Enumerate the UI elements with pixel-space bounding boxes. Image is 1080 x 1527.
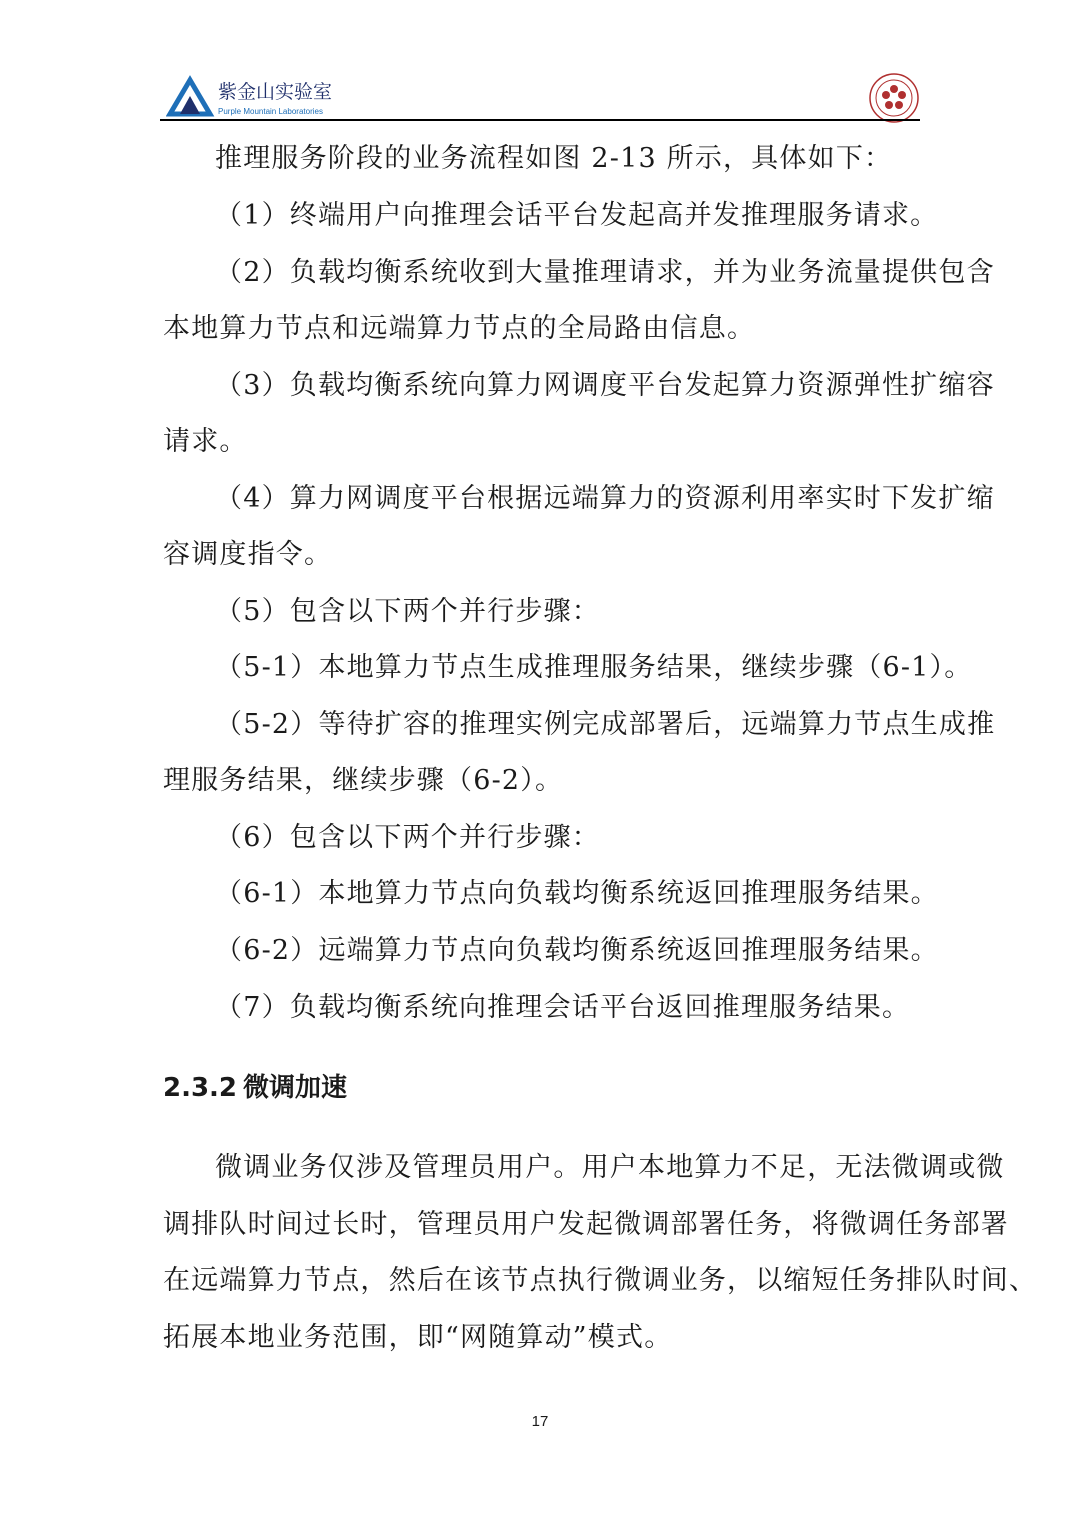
step-7: （7）负载均衡系统向推理会话平台返回推理服务结果。 bbox=[215, 992, 911, 1023]
section-para-line-1: 微调业务仅涉及管理员用户。用户本地算力不足，无法微调或微 bbox=[215, 1152, 1005, 1183]
step-4-line-2: 容调度指令。 bbox=[163, 539, 333, 570]
step-5: （5）包含以下两个并行步骤： bbox=[215, 596, 600, 627]
section-number: 2.3.2 bbox=[163, 1073, 238, 1103]
step-6-1: （6-1）本地算力节点向负载均衡系统返回推理服务结果。 bbox=[215, 878, 939, 909]
step-2-line-2: 本地算力节点和远端算力节点的全局路由信息。 bbox=[163, 313, 756, 344]
step-1: （1）终端用户向推理会话平台发起高并发推理服务请求。 bbox=[215, 200, 939, 231]
seal-emblem-icon bbox=[868, 72, 920, 124]
section-para-line-2: 调排队时间过长时，管理员用户发起微调部署任务，将微调任务部署 bbox=[163, 1209, 1009, 1240]
section-para-line-3: 在远端算力节点，然后在该节点执行微调业务，以缩短任务排队时间、 bbox=[163, 1265, 1038, 1296]
step-5-1: （5-1）本地算力节点生成推理服务结果，继续步骤（6-1）。 bbox=[215, 652, 973, 683]
step-3-line-1: （3）负载均衡系统向算力网调度平台发起算力资源弹性扩缩容 bbox=[215, 370, 995, 401]
step-5-2-line-1: （5-2）等待扩容的推理实例完成部署后，远端算力节点生成推 bbox=[215, 709, 996, 740]
header-divider bbox=[160, 119, 920, 121]
paragraph-intro: 推理服务阶段的业务流程如图 2-13 所示，具体如下： bbox=[215, 143, 893, 174]
step-4-line-1: （4）算力网调度平台根据远端算力的资源利用率实时下发扩缩 bbox=[215, 483, 995, 514]
page-number: 17 bbox=[531, 1413, 549, 1430]
step-6: （6）包含以下两个并行步骤： bbox=[215, 822, 600, 853]
step-6-2: （6-2）远端算力节点向负载均衡系统返回推理服务结果。 bbox=[215, 935, 939, 966]
step-5-2-line-2: 理服务结果，继续步骤（6-2）。 bbox=[163, 765, 564, 796]
section-para-line-4: 拓展本地业务范围，即“网随算动”模式。 bbox=[163, 1322, 673, 1353]
logo-cn-text: 紫金山实验室 bbox=[218, 81, 333, 103]
logo-en-text: Purple Mountain Laboratories bbox=[218, 107, 323, 116]
purple-mountain-lab-logo bbox=[166, 74, 366, 118]
section-title: 微调加速 bbox=[243, 1073, 348, 1103]
step-3-line-2: 请求。 bbox=[163, 426, 248, 457]
page-header bbox=[160, 62, 920, 120]
section-heading bbox=[163, 1068, 347, 1108]
step-2-line-1: （2）负载均衡系统收到大量推理请求，并为业务流量提供包含 bbox=[215, 257, 995, 288]
